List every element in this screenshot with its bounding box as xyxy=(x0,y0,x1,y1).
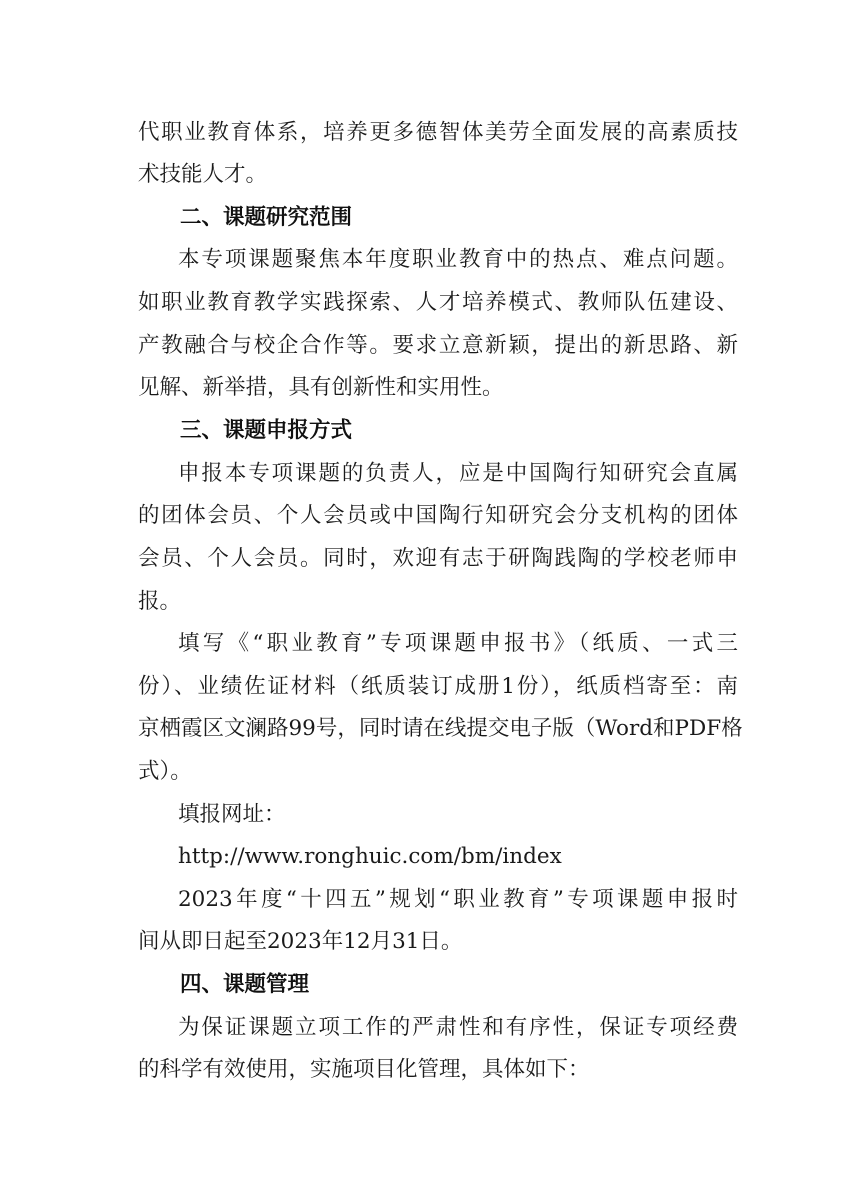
body-text-line: 报。 xyxy=(138,589,182,614)
body-text-line: 填报网址： xyxy=(178,802,286,827)
body-text-line: 式）。 xyxy=(138,759,192,784)
body-text-line: 为保证课题立项工作的严肃性和有序性，保证专项经费 xyxy=(178,1015,738,1040)
body-text-line: 京栖霞区文澜路99号，同时请在线提交电子版（Word和PDF格 xyxy=(138,716,743,741)
section-heading: 四、课题管理 xyxy=(180,972,310,997)
url-link[interactable]: http://www.ronghuic.com/bm/index xyxy=(178,844,562,869)
body-text-line: 申报本专项课题的负责人，应是中国陶行知研究会直属 xyxy=(178,461,738,486)
body-text-line: 如职业教育教学实践探索、人才培养模式、教师队伍建设、 xyxy=(138,290,738,315)
body-text-line: 间从即日起至2023年12月31日。 xyxy=(138,929,463,954)
body-text-line: 填写《“职业教育”专项课题申报书》（纸质、一式三 xyxy=(178,631,738,656)
section-heading: 二、课题研究范围 xyxy=(180,205,353,230)
body-text-line: 的科学有效使用，实施项目化管理，具体如下： xyxy=(138,1057,590,1082)
body-text-line: 本专项课题聚焦本年度职业教育中的热点、难点问题。 xyxy=(178,247,738,272)
body-text-line: 的团体会员、个人会员或中国陶行知研究会分支机构的团体 xyxy=(138,503,738,528)
body-text-line: 份）、业绩佐证材料（纸质装订成册1份），纸质档寄至：南 xyxy=(138,674,738,699)
body-text-line: 会员、个人会员。同时，欢迎有志于研陶践陶的学校老师申 xyxy=(138,546,738,571)
body-text-line: 术技能人才。 xyxy=(138,162,268,187)
body-text-line: 代职业教育体系，培养更多德智体美劳全面发展的高素质技 xyxy=(138,120,738,145)
body-text-line: 2023年度“十四五”规划“职业教育”专项课题申报时 xyxy=(178,887,738,912)
body-text-line: 产教融合与校企合作等。要求立意新颖，提出的新思路、新 xyxy=(138,333,738,358)
section-heading: 三、课题申报方式 xyxy=(180,418,353,443)
body-text-line: 见解、新举措，具有创新性和实用性。 xyxy=(138,375,504,400)
